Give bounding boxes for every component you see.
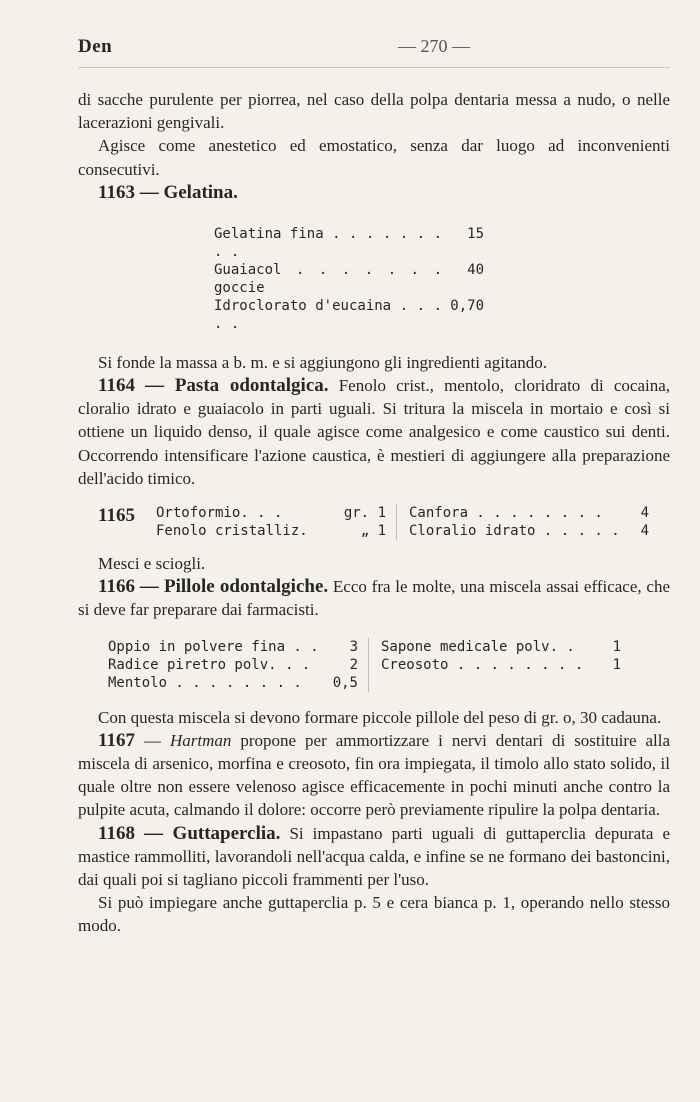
ingredient-qty: 15 [467, 225, 484, 242]
ingredient-qty: 0,5 [332, 674, 358, 691]
section-title: — Pasta odontalgica. [145, 375, 329, 397]
section-1164 [78, 374, 670, 490]
ingredient-unit: „ [360, 523, 370, 540]
body-text [78, 88, 670, 938]
section-1168 [78, 822, 670, 892]
recipe-left-column [156, 504, 397, 540]
recipe-left-column [108, 638, 369, 692]
section-title: — Gelatina. [139, 181, 238, 203]
section-number: 1163 [98, 181, 135, 203]
ingredient-qty: 4 [640, 505, 649, 522]
section-number: 1165 [98, 505, 135, 527]
recipe-row [381, 638, 621, 656]
recipe-1166 [108, 638, 670, 692]
ingredient-qty: 1 [612, 656, 621, 673]
recipe-1163 [214, 225, 670, 333]
paragraph: Si fonde la massa a b. m. e si aggiungono gli ingredienti agitando. [98, 352, 547, 372]
recipe-row [108, 674, 358, 692]
ingredient-qty: 2 [349, 656, 358, 673]
ingredient-name: Idroclorato d'eucaina . . . . . [214, 297, 442, 332]
ingredient-qty: 1 [377, 523, 386, 540]
recipe-right-column [397, 504, 649, 540]
recipe-row [108, 656, 358, 674]
ingredient-name: Creosoto . . . . . . . . [381, 656, 584, 673]
ingredient-name: Guaiacol . . . . . . . goccie [214, 261, 442, 296]
ingredient-unit: gr. [343, 505, 370, 522]
paragraph: Mesci e sciogli. [98, 554, 206, 574]
section-number: 1166 [98, 576, 135, 598]
page-header [78, 30, 670, 62]
recipe-row [156, 504, 386, 522]
ingredient-name: Fenolo cristalliz. [156, 523, 308, 540]
paragraph: di sacche purulente per piorrea, nel caso della polpa dentaria messa a nudo, o nelle lacerazioni gengivali. [78, 90, 670, 133]
recipe-row [156, 522, 386, 540]
page-number: — 270 — [398, 36, 470, 56]
section-title: — Pillole odontalgiche. [139, 576, 329, 598]
ingredient-qty: 1 [377, 505, 386, 522]
recipe-row [214, 297, 670, 333]
ingredient-qty: 3 [349, 638, 358, 655]
recipe-row [214, 261, 670, 297]
section-1167 [78, 729, 670, 822]
section-number: 1168 [98, 822, 135, 844]
ingredient-name: Sapone medicale polv. . [381, 638, 575, 655]
recipe-row [409, 522, 649, 540]
section-dash: — [143, 730, 161, 750]
author-name: Hartman [169, 730, 232, 750]
recipe-row [381, 656, 621, 674]
ingredient-qty: 1 [612, 638, 621, 655]
section-number: 1164 [98, 375, 135, 397]
paragraph: Si può impiegare anche guttaperclia p. 5 e cera bianca p. 1, operando nello stesso modo. [78, 893, 670, 936]
section-title: — Guttaperclia. [144, 822, 281, 844]
running-head: Den [78, 36, 113, 57]
paragraph: Con questa miscela si devono formare piccole pillole del peso di gr. o, 30 cadauna. [98, 707, 662, 727]
section-1166 [78, 575, 670, 621]
section-text: Ecco fra le molte, una miscela assai efficace, che si deve far preparare dai farmacisti. [78, 577, 671, 620]
header-rule [78, 67, 670, 68]
ingredient-name: Mentolo . . . . . . . . [108, 674, 302, 691]
section-1163-heading [78, 181, 670, 205]
section-text: Si impastano parti uguali di guttaperclia depurata e mastice rammolliti, lavorandoli nell'acqua calda, e infine se ne formano dei bastoncini, dai quali poi si tagliano piccoli frammenti per l'uso. [78, 823, 670, 890]
section-text: propone per ammortizzare i nervi dentari di sostituire alla miscela di arsenico, morfina e creosoto, fin ora impiegata, il timolo allo stato solido, il quale oltre non essere velenoso agisce efficacemente in pochi minuti anche contro la pulpite acuta, calmando il dolore: occorre però previamente ripulire la polpa dentaria. [78, 730, 671, 820]
ingredient-qty: 0,70 [450, 297, 484, 314]
section-number: 1167 [98, 729, 135, 751]
recipe-right-column [369, 638, 621, 692]
recipe-row [409, 504, 649, 522]
paragraph: Agisce come anestetico ed emostatico, senza dar luogo ad inconvenienti consecutivi. [78, 136, 670, 179]
ingredient-name: Radice piretro polv. . . [108, 656, 311, 673]
recipe-row [214, 225, 670, 261]
section-text: Fenolo crist., mentolo, cloridrato di cocaina, cloralio idrato e guaiacolo in parti uguali. Si tritura la miscela in mortaio e così si ottiene un liquido denso, il quale agisce come analgesico e come caustico sui denti. Occorrendo intensificare l'azione caustica, è mestieri di aggiungere alla preparazione dell'acido timico. [78, 376, 671, 488]
recipe-1165 [98, 504, 670, 540]
recipe-row [108, 638, 358, 656]
ingredient-name: Canfora . . . . . . . . [409, 505, 603, 522]
ingredient-name: Gelatina fina . . . . . . . . . [214, 225, 442, 260]
ingredient-name: Cloralio idrato . . . . . [409, 523, 620, 540]
ingredient-name: Ortoformio. . . [156, 505, 283, 522]
ingredient-qty: 4 [640, 523, 649, 540]
ingredient-qty: 40 [467, 261, 484, 278]
ingredient-name: Oppio in polvere fina . . [108, 638, 319, 655]
